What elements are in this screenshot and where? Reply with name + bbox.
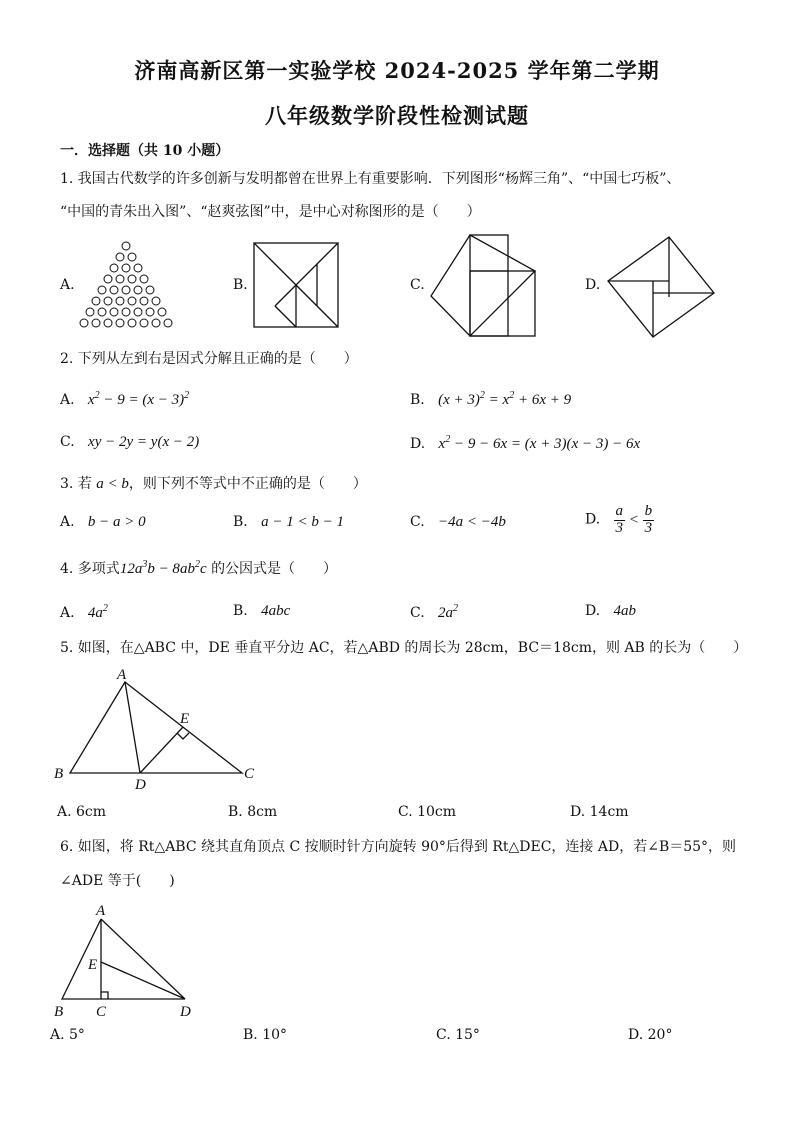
q6-option-a: A. 5° bbox=[50, 1027, 85, 1043]
q6-point-b: B bbox=[54, 1004, 64, 1020]
q1-stem-line1: 1. 我国古代数学的许多创新与发明都曾在世界上有重要影响．下列图形“杨辉三角”、“中国七巧板”、 bbox=[60, 171, 681, 187]
q4-option-d bbox=[585, 603, 636, 620]
q3-condition: a < b bbox=[96, 476, 129, 492]
q6-point-c: C bbox=[96, 1004, 107, 1020]
q1-label-d: D. bbox=[585, 277, 601, 293]
q4-formula-b: 4abc bbox=[261, 603, 291, 619]
q6-stem-line2: ∠ADE 等于( ) bbox=[60, 873, 175, 889]
q1-label-a: A. bbox=[60, 277, 75, 293]
q3-formula-a: b − a > 0 bbox=[87, 514, 146, 530]
q6-point-e: E bbox=[88, 957, 98, 973]
q4-formula-d: 4ab bbox=[613, 603, 637, 619]
q3-formula-b: a − 1 < b − 1 bbox=[261, 514, 344, 530]
q2-option-c bbox=[60, 434, 199, 451]
q5-point-d: D bbox=[135, 777, 146, 793]
q4-stem bbox=[60, 558, 337, 580]
q2-option-a bbox=[60, 390, 189, 409]
q4-polynomial: $12a^3b - 8ab^2c$ bbox=[119, 559, 207, 577]
q3-formula-d: $\frac{a}{3}$ < $\frac{b}{3}$ bbox=[615, 503, 653, 536]
q5-option-a: A. 6cm bbox=[57, 804, 107, 820]
zhaoshuang-figure bbox=[606, 236, 716, 338]
q4-option-a bbox=[60, 603, 108, 622]
q1-stem-line2: “中国的青朱出入图”、“赵爽弦图”中，是中心对称图形的是（ ） bbox=[60, 204, 481, 220]
q3-option-c bbox=[410, 514, 506, 531]
q5-point-e: E bbox=[180, 711, 190, 727]
q2-label-d: D. bbox=[410, 436, 426, 452]
q4-option-c bbox=[410, 603, 458, 622]
q5-point-a: A bbox=[117, 667, 127, 683]
q3-label-c: C. bbox=[410, 514, 425, 530]
q2-option-d bbox=[410, 434, 640, 453]
q5-option-d: D. 14cm bbox=[570, 804, 629, 820]
q2-label-c: C. bbox=[60, 434, 75, 450]
q3-option-a bbox=[60, 514, 146, 531]
q2-label-b: B. bbox=[410, 392, 425, 408]
q5-point-b: B bbox=[54, 766, 64, 782]
q4-label-a: A. bbox=[60, 605, 75, 621]
section-heading: 一．选择题（共 10 小题） bbox=[60, 143, 230, 159]
q1-label-c: C. bbox=[410, 277, 425, 293]
q3-stem bbox=[60, 475, 367, 495]
q3-stem-pre: 3. 若 bbox=[60, 476, 92, 492]
qingzhu-figure bbox=[430, 234, 538, 338]
q4-stem-pre: 4. 多项式 bbox=[60, 561, 120, 577]
q5-option-c: C. 10cm bbox=[398, 804, 457, 820]
q3-formula-c: −4a < −4b bbox=[438, 514, 506, 530]
q6-stem-line1: 6. 如图，将 Rt△ABC 绕其直角顶点 C 按顺时针方向旋转 90°后得到 Rt△DEC，连接 AD，若∠B＝55°，则 bbox=[60, 839, 737, 855]
q2-formula-a: $x^2 - 9 = (x - 3)^2$ bbox=[87, 390, 190, 408]
q5-stem: 5. 如图，在△ABC 中，DE 垂直平分边 AC，若△ABD 的周长为 28cm，BC＝18cm，则 AB 的长为（ ） bbox=[60, 640, 748, 656]
q6-option-d: D. 20° bbox=[628, 1027, 673, 1043]
q4-label-b: B. bbox=[233, 603, 248, 619]
q6-point-a: A bbox=[96, 903, 106, 919]
q4-label-c: C. bbox=[410, 605, 425, 621]
q4-formula-a: $4a^2$ bbox=[87, 603, 108, 621]
q3-option-d bbox=[585, 504, 654, 537]
q3-option-b bbox=[233, 514, 344, 531]
q6-option-c: C. 15° bbox=[436, 1027, 480, 1043]
q5-point-c: C bbox=[244, 766, 255, 782]
q5-option-b: B. 8cm bbox=[228, 804, 278, 820]
tangram-figure bbox=[253, 242, 339, 328]
q2-formula-d: $x^2 - 9 - 6x = (x + 3)(x - 3) - 6x$ bbox=[438, 434, 641, 452]
q6-point-d: D bbox=[180, 1004, 191, 1020]
q4-formula-c: $2a^2$ bbox=[438, 603, 459, 621]
q4-option-b bbox=[233, 603, 290, 620]
q3-label-d: D. bbox=[585, 511, 601, 528]
q2-formula-c: xy − 2y = y(x − 2) bbox=[88, 434, 200, 450]
q3-label-b: B. bbox=[233, 514, 248, 530]
q3-label-a: A. bbox=[60, 514, 75, 530]
q2-option-b bbox=[410, 390, 571, 409]
yanghui-triangle-figure bbox=[78, 240, 178, 332]
q5-triangle-figure bbox=[50, 665, 270, 795]
q6-option-b: B. 10° bbox=[243, 1027, 288, 1043]
q4-stem-post: 的公因式是（ ） bbox=[211, 561, 338, 577]
exam-title-line2: 八年级数学阶段性检测试题 bbox=[265, 103, 529, 128]
q3-stem-post: ，则下列不等式中不正确的是（ ） bbox=[128, 476, 367, 492]
q2-stem: 2. 下列从左到右是因式分解且正确的是（ ） bbox=[60, 351, 358, 367]
q2-formula-b: $(x + 3)^2 = x^2 + 6x + 9$ bbox=[438, 390, 572, 408]
exam-title-line1: 济南高新区第一实验学校 2024-2025 学年第二学期 bbox=[134, 58, 660, 83]
q2-label-a: A. bbox=[60, 392, 75, 408]
q6-rotation-figure bbox=[50, 900, 200, 1020]
q4-label-d: D. bbox=[585, 603, 601, 619]
q1-label-b: B. bbox=[233, 277, 248, 293]
